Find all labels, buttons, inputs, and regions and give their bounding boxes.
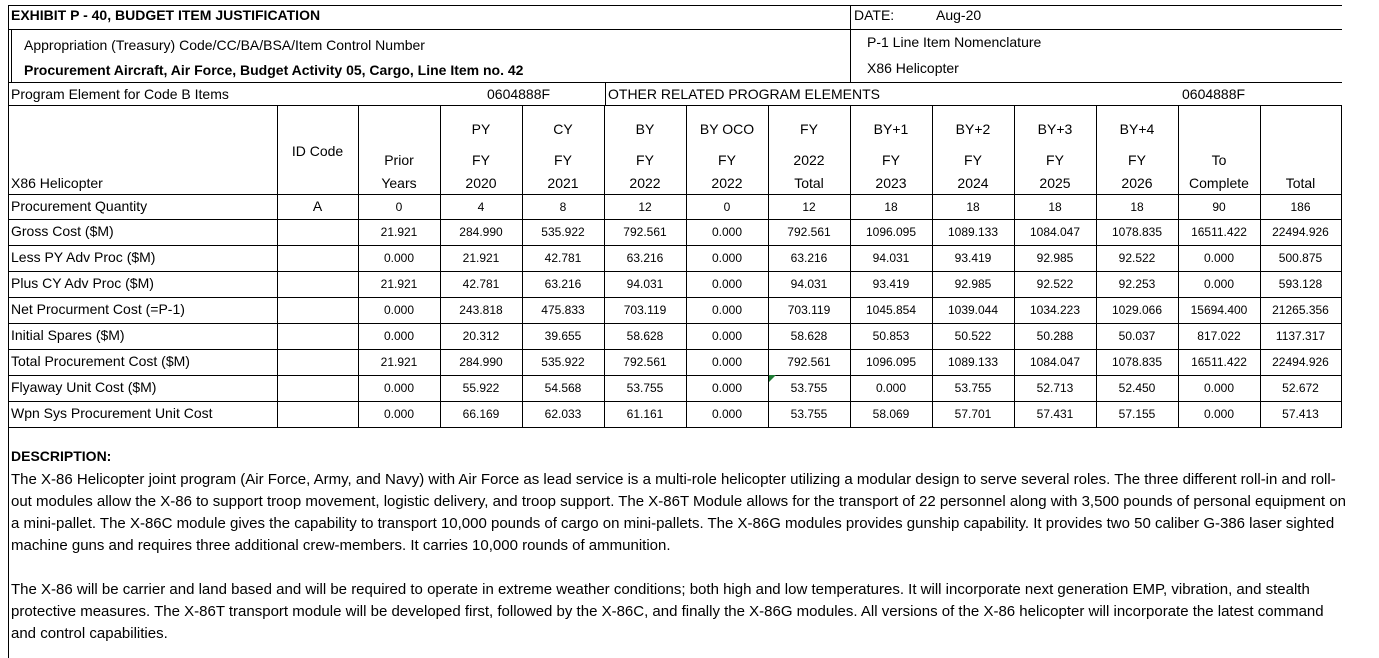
table-cell: 22494.926 <box>1272 225 1329 239</box>
table-cell: 18 <box>966 200 980 214</box>
table-cell: 92.985 <box>954 277 992 291</box>
table-cell: 93.419 <box>954 251 992 265</box>
table-cell: 62.033 <box>544 407 582 421</box>
table-cell: 94.031 <box>872 251 910 265</box>
table-cell: 1078.835 <box>1111 355 1163 369</box>
column-header-3-line-2: FY <box>554 152 572 168</box>
row-label: Initial Spares ($M) <box>11 327 125 343</box>
appropriation-value: Procurement Aircraft, Air Force, Budget Activity 05, Cargo, Line Item no. 42 <box>24 62 524 78</box>
table-cell: 57.701 <box>954 407 992 421</box>
table-cell: 1089.133 <box>947 355 999 369</box>
table-cell: 0.000 <box>875 381 907 395</box>
table-cell: 52.713 <box>1036 381 1074 395</box>
table-cell: 57.413 <box>1282 407 1319 421</box>
column-header-9-line-1: BY+3 <box>1037 121 1073 137</box>
p1-nomenclature-value: X86 Helicopter <box>867 60 959 76</box>
table-cell: 93.419 <box>872 277 910 291</box>
table-cell: 58.628 <box>626 329 664 343</box>
description-paragraph-2: The X-86 will be carrier and land based and will be required to operate in extreme weather conditions; both high and low temperatures. It will incorporate next generation EMP, vibration, and stealth protective measures. The X-86T transport module will be developed first, followed by the X-86C, and finally the X-86G modules. All versions of the X-86 helicopter will incorporate the latest command and control capabilities. <box>11 581 1324 642</box>
date-label: DATE: <box>854 7 895 23</box>
table-cell: 0.000 <box>383 407 415 421</box>
table-cell: 53.755 <box>790 381 828 395</box>
column-header-10-line-2: FY <box>1128 152 1146 168</box>
description-heading: DESCRIPTION: <box>11 448 112 464</box>
table-cell: 50.288 <box>1036 329 1074 343</box>
column-header-7-line-2: FY <box>882 152 900 168</box>
table-cell: 0.000 <box>711 225 743 239</box>
table-cell: 15694.400 <box>1190 303 1248 317</box>
table-cell: 50.037 <box>1118 329 1156 343</box>
table-cell: 58.069 <box>872 407 910 421</box>
column-header-4-line-2: FY <box>636 152 654 168</box>
table-cell: 0.000 <box>711 277 743 291</box>
column-header-3-line-3: 2021 <box>547 175 579 191</box>
table-cell: 817.022 <box>1197 329 1241 343</box>
table-cell: 53.755 <box>626 381 664 395</box>
table-cell: 18 <box>884 200 898 214</box>
table-cell: 42.781 <box>544 251 582 265</box>
table-cell: 1096.095 <box>865 225 917 239</box>
column-header-3-line-1: CY <box>553 121 573 137</box>
table-cell: 18 <box>1048 200 1062 214</box>
table-cell: 57.431 <box>1036 407 1074 421</box>
table-cell: 22494.926 <box>1272 355 1329 369</box>
table-cell: 53.755 <box>954 381 992 395</box>
column-header-1-line-3: Years <box>381 175 417 191</box>
column-header-5-line-3: 2022 <box>711 175 743 191</box>
table-cell: 61.161 <box>626 407 664 421</box>
table-cell: 94.031 <box>790 277 828 291</box>
column-header-2-line-3: 2020 <box>465 175 497 191</box>
column-header-7-line-3: 2023 <box>875 175 907 191</box>
table-cell: 63.216 <box>626 251 664 265</box>
column-header-7-line-1: BY+1 <box>873 121 909 137</box>
row-label: Wpn Sys Procurement Unit Cost <box>11 405 213 421</box>
table-cell: 1089.133 <box>947 225 999 239</box>
table-cell: 792.561 <box>623 225 667 239</box>
table-cell: 39.655 <box>544 329 582 343</box>
table-cell: 475.833 <box>541 303 585 317</box>
table-cell: 0.000 <box>1203 381 1235 395</box>
table-cell: 0.000 <box>383 381 415 395</box>
table-cell: 12 <box>638 200 652 214</box>
table-cell: 92.522 <box>1118 251 1156 265</box>
table-cell: 284.990 <box>459 225 503 239</box>
table-cell: 1078.835 <box>1111 225 1163 239</box>
table-cell: 1029.066 <box>1111 303 1163 317</box>
table-cell: 243.818 <box>459 303 503 317</box>
table-cell: 186 <box>1290 200 1311 214</box>
table-cell: 0.000 <box>383 329 415 343</box>
table-cell: 66.169 <box>462 407 500 421</box>
row-label: Net Procurment Cost (=P-1) <box>11 301 185 317</box>
table-cell: 90 <box>1212 200 1226 214</box>
column-header-6-line-2: 2022 <box>793 152 825 168</box>
row-label: Plus CY Adv Proc ($M) <box>11 275 154 291</box>
other-related-value: 0604888F <box>1182 86 1246 102</box>
table-cell: 0.000 <box>711 251 743 265</box>
table-cell: 21.921 <box>380 225 418 239</box>
column-header-6-line-3: Total <box>794 175 824 191</box>
table-cell: 500.875 <box>1278 251 1323 265</box>
table-cell: 0.000 <box>711 303 743 317</box>
table-cell: 58.628 <box>790 329 828 343</box>
column-header-10-line-1: BY+4 <box>1119 121 1155 137</box>
table-cell: 20.312 <box>462 329 500 343</box>
column-header-2-line-1: PY <box>471 121 491 137</box>
table-cell: 0.000 <box>1203 407 1235 421</box>
table-cell: 792.561 <box>787 225 831 239</box>
column-header-5-line-2: FY <box>718 152 736 168</box>
table-cell: 4 <box>477 200 485 214</box>
table-cell: 21.921 <box>380 355 418 369</box>
table-cell: 0.000 <box>711 381 743 395</box>
table-cell: 1034.223 <box>1029 303 1081 317</box>
column-header-9-line-3: 2025 <box>1039 175 1071 191</box>
table-cell: 50.522 <box>954 329 992 343</box>
column-header-8-line-1: BY+2 <box>955 121 991 137</box>
row-label: Flyaway Unit Cost ($M) <box>11 379 157 395</box>
table-cell: 1084.047 <box>1029 355 1081 369</box>
table-cell: 284.990 <box>459 355 503 369</box>
table-cell: 0 <box>395 200 403 214</box>
table-cell: 63.216 <box>544 277 582 291</box>
description-paragraph-1: The X-86 Helicopter joint program (Air Force, Army, and Navy) with Air Force as lead service is a multi-role helicopter utilizing a modular design to serve several roles. The three different roll-in and roll-out modules allow the X-86 to support troop movement, logistic delivery, and troop support. The X-86T Module allows for the transport of 22 personnel along with 3,500 pounds of personal equipment on a mini-pallet. The X-86C module gives the capability to transport 10,000 pounds of cargo on mini-pallets. The X-86G modules provides gunship capability. It provides two 50 caliber G-386 laser sighted machine guns and requires three additional crew-members. It carries 10,000 rounds of ammunition. <box>11 471 1346 554</box>
table-cell: 1096.095 <box>865 355 917 369</box>
table-cell: 0.000 <box>383 251 415 265</box>
table-cell: 703.119 <box>623 303 667 317</box>
comment-marker-icon <box>769 375 776 382</box>
table-cell: 42.781 <box>462 277 500 291</box>
table-cell: 12 <box>802 200 816 214</box>
table-cell: 0.000 <box>711 355 743 369</box>
table-cell: 0.000 <box>383 303 415 317</box>
column-header-4-line-3: 2022 <box>629 175 661 191</box>
p1-nomenclature-label: P-1 Line Item Nomenclature <box>867 34 1042 50</box>
table-cell: 50.853 <box>872 329 910 343</box>
table-cell: 63.216 <box>790 251 828 265</box>
id-code-header: ID Code <box>291 143 344 159</box>
id-code-cell: A <box>312 198 323 214</box>
program-element-value: 0604888F <box>487 86 551 102</box>
appropriation-label: Appropriation (Treasury) Code/CC/BA/BSA/Item Control Number <box>24 37 425 53</box>
column-header-1-line-2: Prior <box>384 152 414 168</box>
table-cell: 535.922 <box>541 225 585 239</box>
row-label: Gross Cost ($M) <box>11 223 114 239</box>
table-cell: 593.128 <box>1278 277 1323 291</box>
column-header-6-line-1: FY <box>800 121 818 137</box>
table-cell: 53.755 <box>790 407 828 421</box>
column-header-11-line-2: To <box>1211 152 1227 168</box>
program-element-label: Program Element for Code B Items <box>11 86 229 102</box>
column-header-4-line-1: BY <box>635 121 655 137</box>
row-label: Less PY Adv Proc ($M) <box>11 249 156 265</box>
table-cell: 54.568 <box>544 381 582 395</box>
column-header-8-line-3: 2024 <box>957 175 989 191</box>
table-cell: 52.672 <box>1282 381 1319 395</box>
table-cell: 792.561 <box>623 355 667 369</box>
table-cell: 792.561 <box>787 355 831 369</box>
table-cell: 1045.854 <box>865 303 917 317</box>
column-header-2-line-2: FY <box>472 152 490 168</box>
table-cell: 92.522 <box>1036 277 1074 291</box>
table-cell: 0.000 <box>1203 277 1235 291</box>
column-header-9-line-2: FY <box>1046 152 1064 168</box>
table-cell: 57.155 <box>1118 407 1156 421</box>
table-cell: 1137.317 <box>1275 329 1326 343</box>
column-header-10-line-3: 2026 <box>1121 175 1153 191</box>
table-cell: 21265.356 <box>1272 303 1329 317</box>
row-header-title: X86 Helicopter <box>11 175 103 191</box>
table-cell: 1084.047 <box>1029 225 1081 239</box>
exhibit-title: EXHIBIT P - 40, BUDGET ITEM JUSTIFICATION <box>11 7 321 23</box>
date-value: Aug-20 <box>936 7 982 23</box>
table-cell: 703.119 <box>787 303 831 317</box>
row-label: Procurement Quantity <box>11 198 148 214</box>
column-header-5-line-1: BY OCO <box>699 121 755 137</box>
row-label: Total Procurement Cost ($M) <box>11 353 190 369</box>
table-cell: 92.985 <box>1036 251 1074 265</box>
table-cell: 535.922 <box>541 355 585 369</box>
table-cell: 94.031 <box>626 277 664 291</box>
table-cell: 21.921 <box>380 277 418 291</box>
other-related-label: OTHER RELATED PROGRAM ELEMENTS <box>608 86 881 102</box>
table-cell: 1039.044 <box>947 303 999 317</box>
table-cell: 0.000 <box>1203 251 1235 265</box>
table-cell: 55.922 <box>462 381 500 395</box>
table-cell: 16511.422 <box>1191 225 1247 239</box>
column-header-8-line-2: FY <box>964 152 982 168</box>
table-cell: 0.000 <box>711 329 743 343</box>
table-cell: 92.253 <box>1118 277 1156 291</box>
table-cell: 52.450 <box>1118 381 1156 395</box>
table-cell: 0.000 <box>711 407 743 421</box>
table-cell: 21.921 <box>462 251 500 265</box>
column-header-11-line-3: Complete <box>1189 175 1249 191</box>
table-cell: 18 <box>1130 200 1144 214</box>
table-cell: 0 <box>723 200 731 214</box>
table-cell: 16511.422 <box>1191 355 1247 369</box>
table-cell: 8 <box>559 200 567 214</box>
column-header-12-line-3: Total <box>1285 175 1316 191</box>
